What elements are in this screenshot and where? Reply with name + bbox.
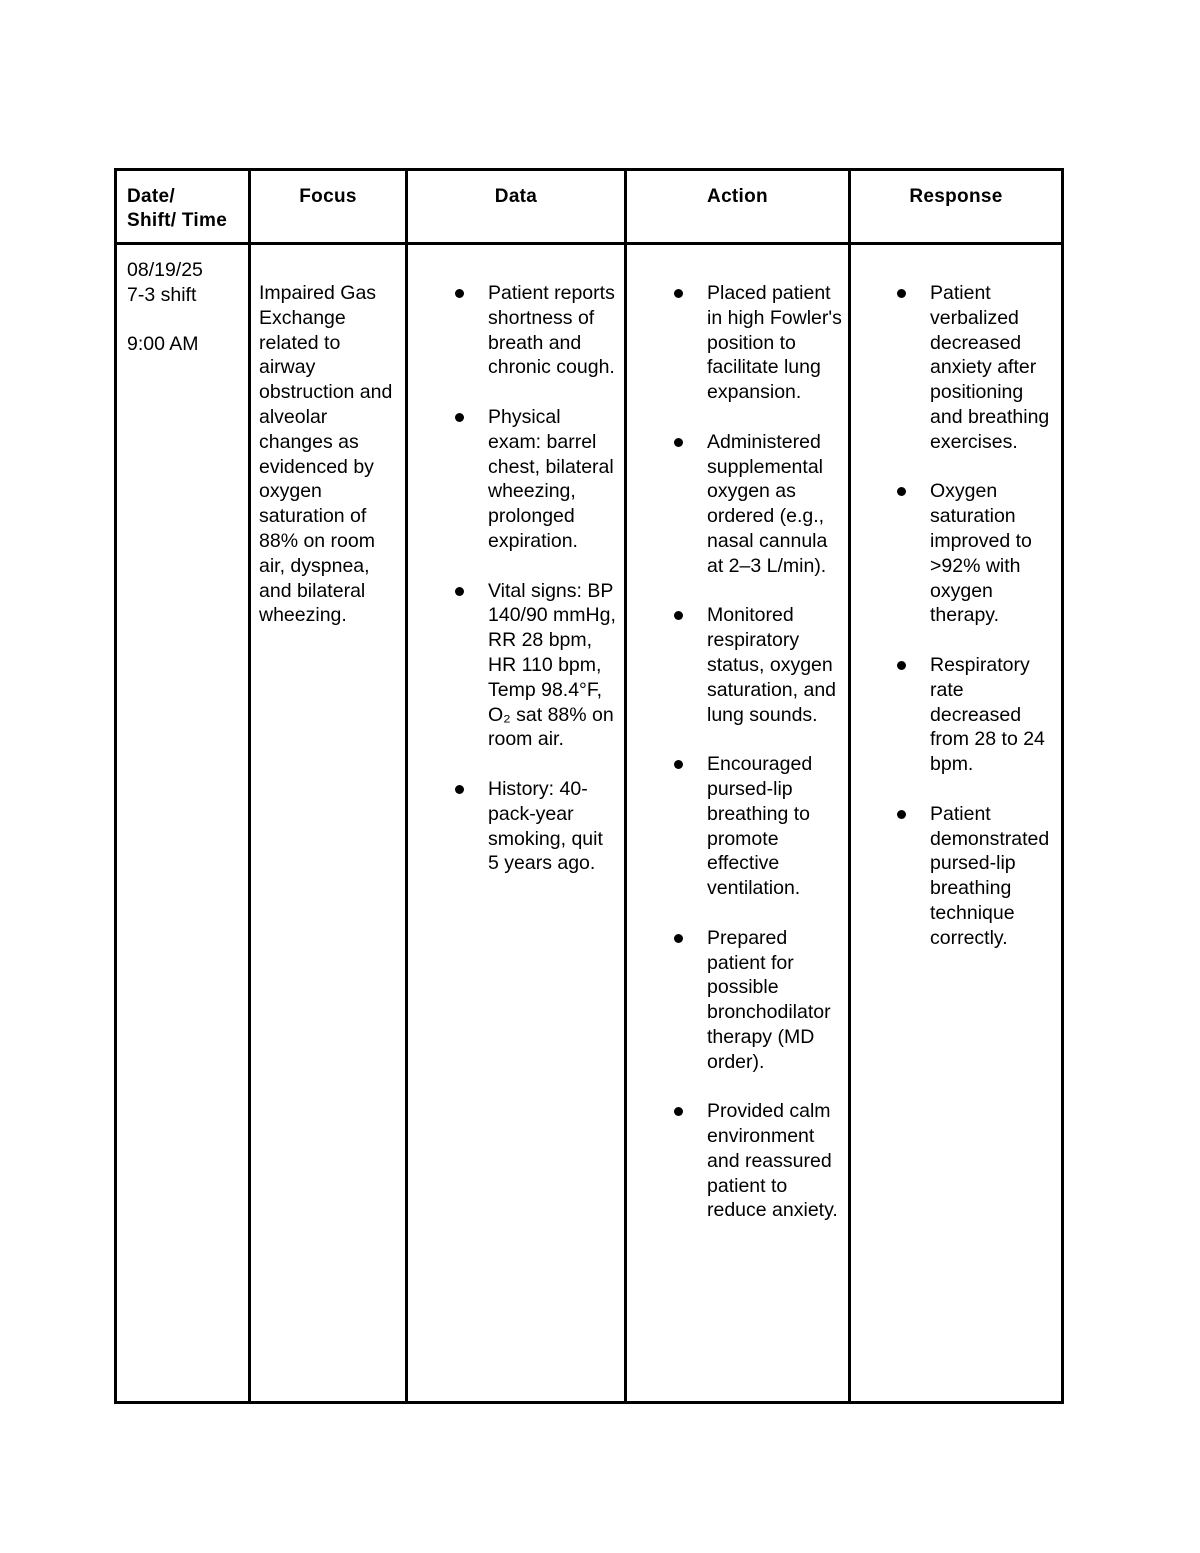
list-item	[408, 777, 618, 876]
header-response-label: Response	[909, 186, 1003, 207]
response-list	[851, 245, 1061, 951]
data-cell	[407, 244, 626, 1403]
header-action	[626, 170, 850, 244]
response-item-text: Patient demonstrated pursed-lip breathing technique correctly.	[930, 802, 1050, 949]
header-date-shift-time	[116, 170, 250, 244]
entry-date: 08/19/25	[127, 259, 203, 281]
bullet-icon	[897, 487, 906, 496]
date-shift-time-cell	[116, 244, 250, 1403]
data-item-text: Physical exam: barrel chest, bilateral wheezing, prolonged expiration.	[488, 405, 614, 552]
action-item-text: Monitored respiratory status, oxygen saturation, and lung sounds.	[707, 604, 837, 726]
action-item-text: Administered supplemental oxygen as ordered (e.g., nasal cannula at 2–3 L/min).	[707, 430, 828, 577]
header-action-label: Action	[707, 186, 768, 207]
action-item-text: Placed patient in high Fowler's position to facilitate lung expansion.	[707, 282, 842, 404]
list-item	[627, 1099, 842, 1223]
data-item-text: History: 40-pack-year smoking, quit 5 years ago.	[488, 777, 603, 875]
header-focus-label: Focus	[299, 186, 357, 207]
list-item	[408, 405, 618, 554]
bullet-icon	[897, 661, 906, 670]
list-item	[851, 802, 1055, 951]
data-list	[408, 245, 624, 876]
bullet-icon	[455, 413, 464, 422]
bullet-icon	[674, 934, 683, 943]
response-item-text: Patient verbalized decreased anxiety after positioning and breathing exercises.	[930, 282, 1050, 453]
bullet-icon	[674, 438, 683, 447]
data-item-text: Vital signs: BP 140/90 mmHg, RR 28 bpm, HR 110 bpm, Temp 98.4°F, O₂ sat 88% on room air.	[488, 579, 616, 751]
action-item-text: Prepared patient for possible bronchodilator therapy (MD order).	[707, 926, 831, 1073]
list-item	[408, 579, 618, 753]
bullet-icon	[674, 611, 683, 620]
table-row	[116, 244, 1063, 1403]
focus-text: Impaired Gas Exchange related to airway obstruction and alveolar changes as evidenced by oxygen saturation of 88% on room air, dyspnea, and bilateral wheezing.	[259, 282, 393, 627]
bullet-icon	[897, 810, 906, 819]
bullet-icon	[674, 760, 683, 769]
header-date-line1: Date/	[127, 186, 175, 207]
header-focus	[250, 170, 407, 244]
data-item-text: Patient reports shortness of breath and chronic cough.	[488, 282, 615, 379]
list-item	[851, 653, 1055, 777]
header-response	[850, 170, 1063, 244]
focus-cell	[250, 244, 407, 1403]
bullet-icon	[455, 587, 464, 596]
list-item	[851, 479, 1055, 628]
header-data-label: Data	[494, 186, 538, 207]
bullet-icon	[897, 289, 906, 298]
fdar-charting-table	[114, 168, 1064, 1404]
response-item-text: Oxygen saturation improved to >92% with oxygen therapy.	[930, 480, 1032, 627]
list-item	[408, 281, 618, 380]
bullet-icon	[674, 289, 683, 298]
header-date-line2: Shift/ Time	[127, 210, 228, 231]
bullet-icon	[455, 289, 464, 298]
action-list	[627, 245, 848, 1223]
list-item	[851, 281, 1055, 455]
action-item-text: Provided calm environment and reassured patient to reduce anxiety.	[707, 1100, 838, 1222]
bullet-icon	[674, 1107, 683, 1116]
response-cell	[850, 244, 1063, 1403]
list-item	[627, 603, 842, 727]
entry-time: 9:00 AM	[127, 333, 199, 356]
header-data	[407, 170, 626, 244]
list-item	[627, 281, 842, 405]
response-item-text: Respiratory rate decreased from 28 to 24 bpm.	[930, 653, 1045, 776]
bullet-icon	[455, 785, 464, 794]
header-row	[116, 170, 1063, 244]
list-item	[627, 752, 842, 901]
list-item	[627, 430, 842, 579]
list-item	[627, 926, 842, 1075]
entry-shift: 7-3 shift	[127, 283, 197, 306]
action-cell	[626, 244, 850, 1403]
action-item-text: Encouraged pursed-lip breathing to promote effective ventilation.	[707, 753, 813, 900]
